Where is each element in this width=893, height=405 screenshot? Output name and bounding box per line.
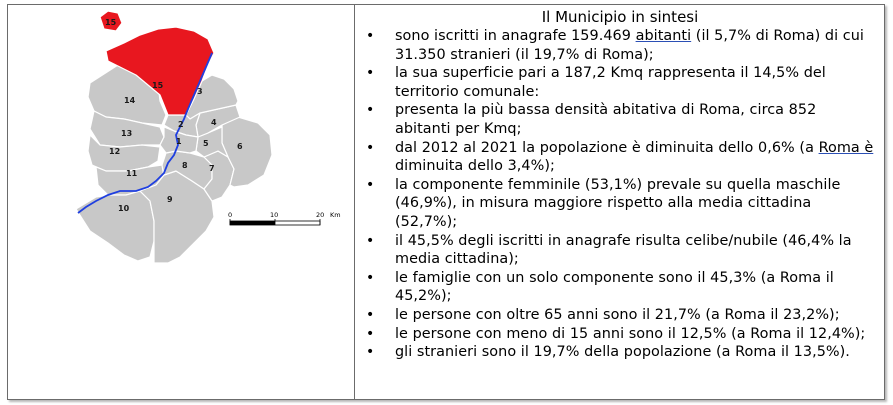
scale-unit: Km <box>330 211 341 219</box>
map-svg <box>8 5 354 399</box>
rome-municipalities-map <box>8 5 354 399</box>
label-2: 2 <box>178 120 184 129</box>
label-6: 6 <box>237 142 243 151</box>
label-12: 12 <box>109 147 121 156</box>
scale-tick-0: 0 <box>228 211 233 219</box>
label-10: 10 <box>118 204 130 213</box>
label-11: 11 <box>126 169 138 178</box>
label-8: 8 <box>182 161 188 170</box>
label-4: 4 <box>211 118 217 127</box>
label-15-exclave: 15 <box>105 18 117 27</box>
municipio-10 <box>76 191 154 261</box>
scale-tick-20: 20 <box>316 211 325 219</box>
fact-item: • la sua superficie pari a 187,2 Kmq rappresenta il 14,5% del territorio comunale: <box>356 64 876 101</box>
fact-item: • la componente femminile (53,1%) prevale su quella maschile (46,9%), in misura maggiore rispetto alla media cittadina (52,7%); <box>356 176 876 232</box>
label-14: 14 <box>124 96 136 105</box>
label-3: 3 <box>197 87 203 96</box>
fact-item: • sono iscritti in anagrafe 159.469 abitanti (il 5,7% di Roma) di cui 31.350 stranieri (il 19,7% di Roma); <box>356 27 876 64</box>
facts-list <box>356 27 876 362</box>
label-5: 5 <box>203 139 209 148</box>
fact-item: • presenta la più bassa densità abitativa di Roma, circa 852 abitanti per Kmq; <box>356 101 876 138</box>
fact-item: • il 45,5% degli iscritti in anagrafe risulta celibe/nubile (46,4% la media cittadina); <box>356 232 876 269</box>
label-9: 9 <box>167 195 173 204</box>
column-divider <box>354 4 355 400</box>
fact-item: • le famiglie con un solo componente sono il 45,3% (a Roma il 45,2%); <box>356 269 876 306</box>
label-13: 13 <box>121 129 133 138</box>
summary-panel <box>356 5 884 399</box>
scale-bar <box>228 211 341 225</box>
panel-title: Il Municipio in sintesi <box>541 8 699 26</box>
label-1: 1 <box>176 137 182 146</box>
scale-tick-10: 10 <box>270 211 279 219</box>
fact-item: • le persone con oltre 65 anni sono il 21,7% (a Roma il 23,2%); <box>356 306 876 325</box>
label-15: 15 <box>152 81 164 90</box>
fact-item: • dal 2012 al 2021 la popolazione è diminuita dello 0,6% (a Roma è diminuita dello 3,4%); <box>356 139 876 176</box>
fact-item: • gli stranieri sono il 19,7% della popolazione (a Roma il 13,5%). <box>356 343 876 362</box>
label-7: 7 <box>209 164 215 173</box>
fact-item: • le persone con meno di 15 anni sono il 12,5% (a Roma il 12,4%); <box>356 325 876 344</box>
